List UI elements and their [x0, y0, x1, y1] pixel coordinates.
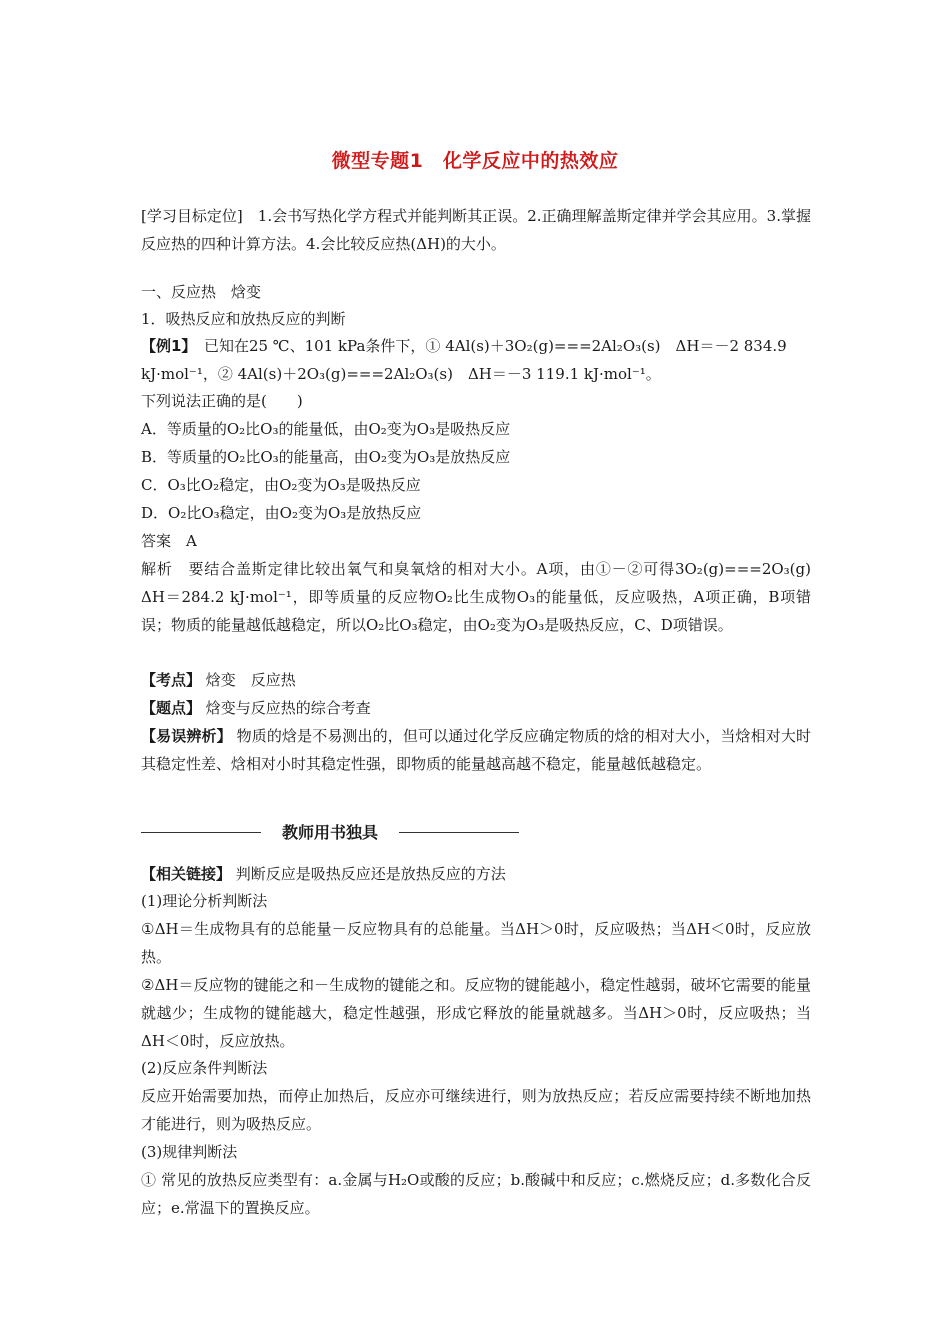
answer: 答案 A: [141, 532, 197, 550]
section-heading: 一、反应热 焓变: [141, 283, 262, 301]
option-d: D．O₂比O₃稳定，由O₂变为O₃是放热反应: [141, 504, 422, 522]
method-1-title: (1)理论分析判断法: [141, 892, 268, 910]
method-2-title: (2)反应条件判断法: [141, 1059, 268, 1077]
example-line-2: kJ·mol⁻¹，② 4Al(s)＋2O₃(g)===2Al₂O₃(s) ΔH＝－3 119.1 kJ·mol⁻¹。: [141, 365, 661, 383]
method-3-title: (3)规律判断法: [141, 1143, 238, 1161]
example-line-1: [141, 332, 821, 360]
method-2-point-1: 反应开始需要加热，而停止加热后，反应亦可继续进行，则为放热反应；若反应需要持续不断地加热才能进行，则为吸热反应。: [141, 1087, 811, 1133]
example-tag: 【例1】: [141, 337, 189, 355]
analysis: 解析 要结合盖斯定律比较出氧气和臭氧焓的相对大小。A项，由①－②可得3O₂(g)===2O₃(g) ΔH＝284.2 kJ·mol⁻¹，即等质量的反应物O₂比生成物O₃的能量低，反应吸热，A项正确，B项错误；物质的能量越低越稳定，所以O₂比O₃稳定，由O₂变为O₃是吸热反应，C、D项错误。: [141, 560, 827, 634]
page-title: 微型专题1 化学反应中的热效应: [331, 150, 619, 172]
tidian-line: [141, 694, 821, 722]
example-question: 下列说法正确的是( ): [141, 392, 303, 410]
example-text-1: 已知在25 ℃、101 kPa条件下，① 4Al(s)＋3O₂(g)===2Al₂O₃(s) ΔH＝－2 834.9: [188, 337, 787, 355]
subsection-heading: 1．吸热反应和放热反应的判断: [141, 310, 346, 328]
yiwu-text: 物质的焓是不易测出的，但可以通过化学反应确定物质的焓的相对大小，当焓相对大时其稳定性差、焓相对小时其稳定性强，即物质的能量越高越不稳定，能量越低越稳定。: [141, 727, 811, 773]
option-c: C．O₃比O₂稳定，由O₂变为O₃是吸热反应: [141, 476, 421, 494]
yiwu-tag: 【易误辨析】: [141, 727, 232, 745]
kaodian-line: [141, 666, 821, 694]
tidian-tag: 【题点】: [141, 699, 202, 717]
method-1-point-1: ①ΔH＝生成物具有的总能量－反应物具有的总能量。当ΔH＞0时，反应吸热；当ΔH＜0时，反应放热。: [141, 920, 811, 966]
option-b: B．等质量的O₂比O₃的能量高，由O₂变为O₃是放热反应: [141, 448, 511, 466]
method-3-point-1: ① 常见的放热反应类型有：a.金属与H₂O或酸的反应；b.酸碱中和反应；c.燃烧反应；d.多数化合反应；e.常温下的置换反应。: [141, 1171, 811, 1217]
teacher-section-divider: [141, 819, 519, 847]
learning-objectives: [学习目标定位] 1.会书写热化学方程式并能判断其正误。2.正确理解盖斯定律并学会其应用。3.掌握反应热的四种计算方法。4.会比较反应热(ΔH)的大小。: [141, 207, 811, 253]
kaodian-text: 焓变 反应热: [205, 671, 296, 689]
divider-label: 教师用书独具: [272, 823, 388, 842]
related-link-text: 判断反应是吸热反应还是放热反应的方法: [235, 865, 506, 883]
tidian-text: 焓变与反应热的综合考查: [205, 699, 371, 717]
yiwu-paragraph: [141, 722, 811, 778]
option-a: A．等质量的O₂比O₃的能量低，由O₂变为O₃是吸热反应: [141, 420, 511, 438]
kaodian-tag: 【考点】: [141, 671, 202, 689]
related-link-tag: 【相关链接】: [141, 865, 232, 883]
related-link-line: [141, 860, 821, 888]
method-1-point-2: ②ΔH＝反应物的键能之和－生成物的键能之和。反应物的键能越小，稳定性越弱，破坏它需要的能量就越少；生成物的键能越大，稳定性越强，形成它释放的能量就越多。当ΔH＞0时，反应吸热；当ΔH＜0时，反应放热。: [141, 976, 811, 1050]
